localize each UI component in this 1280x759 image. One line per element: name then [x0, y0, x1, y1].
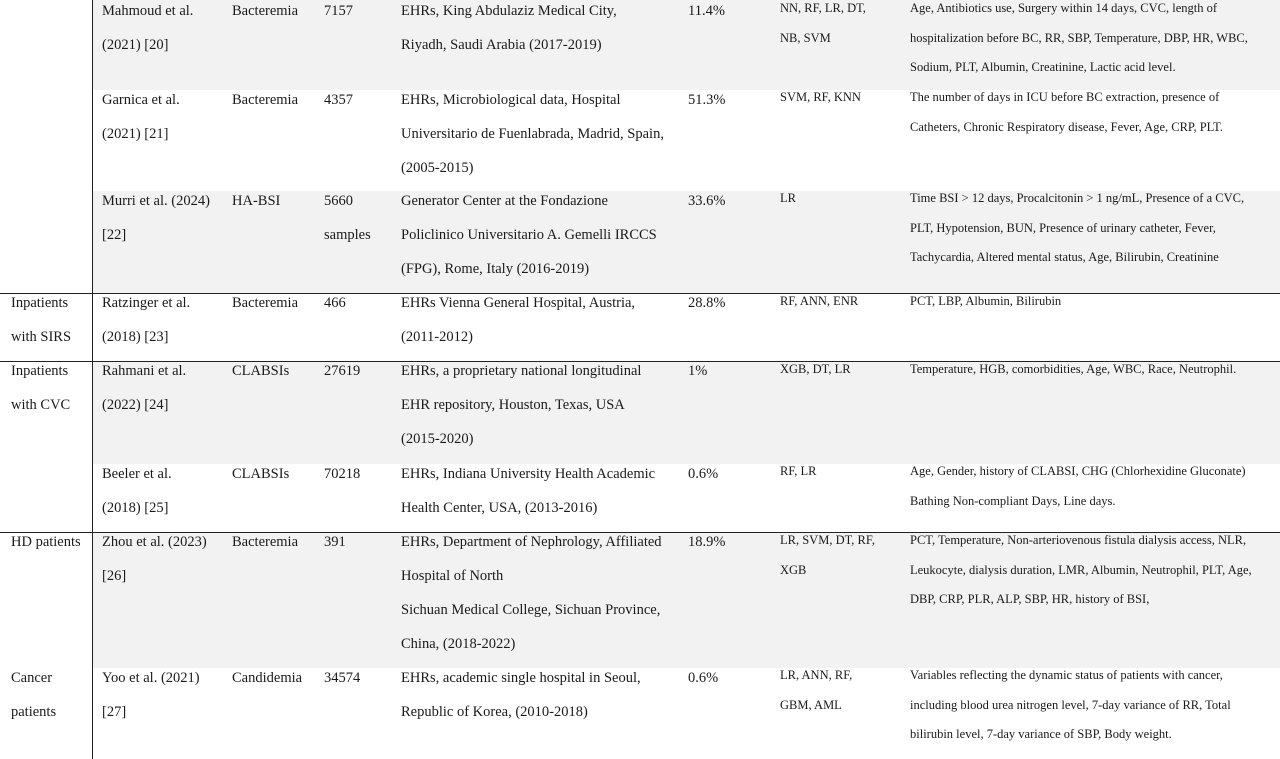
study-cell: Rahmani et al. (2022) [24]	[102, 363, 187, 413]
sample-size-cell: 4357	[324, 92, 353, 108]
models-cell: LR, SVM, DT, RF, XGB	[780, 533, 875, 577]
models-cell: NN, RF, LR, DT, NB, SVM	[780, 1, 866, 45]
table-row	[0, 0, 1280, 90]
patient-group-cell: HD patients	[11, 534, 81, 550]
prevalence-cell: 1%	[688, 363, 708, 379]
patient-group-cell: Inpatients with CVC	[11, 363, 71, 413]
infection-type-cell: Bacteremia	[232, 534, 299, 550]
table-row	[0, 294, 1280, 361]
data-source-cell: EHRs, King Abdulaziz Medical City, Riyadh, Saudi Arabia (2017-2019)	[401, 3, 617, 53]
prevalence-cell: 18.9%	[688, 534, 726, 550]
sample-size-cell: 466	[324, 295, 346, 311]
prevalence-cell: 28.8%	[688, 295, 726, 311]
sample-size-cell: 27619	[324, 363, 361, 379]
models-cell: LR	[780, 191, 796, 205]
infection-type-cell: Bacteremia	[232, 92, 299, 108]
table-row	[0, 464, 1280, 532]
models-cell: RF, LR	[780, 464, 817, 478]
models-cell: SVM, RF, KNN	[780, 90, 861, 104]
study-cell: Murri et al. (2024) [22]	[102, 193, 210, 243]
table-row	[0, 362, 1280, 464]
models-cell: XGB, DT, LR	[780, 362, 851, 376]
features-cell: PCT, Temperature, Non-arteriovenous fistula dialysis access, NLR, Leukocyte, dialysis duration, LMR, Albumin, Neutrophil, PLT, Age, DBP, CRP, PLR, ALP, SBP, HR, history of BSI,	[910, 533, 1252, 606]
prevalence-cell: 11.4%	[688, 3, 725, 19]
data-source-cell: EHRs, Department of Nephrology, Affiliated Hospital of North Sichuan Medical College, Sichuan Province, China, (2018-2022)	[401, 534, 662, 652]
features-cell: Age, Gender, history of CLABSI, CHG (Chlorhexidine Gluconate) Bathing Non-compliant Days, Line days.	[910, 464, 1246, 508]
infection-type-cell: CLABSIs	[232, 363, 290, 379]
table-row	[0, 191, 1280, 293]
data-source-cell: EHRs, Microbiological data, Hospital Universitario de Fuenlabrada, Madrid, Spain, (2005-2015)	[401, 92, 664, 176]
study-cell: Ratzinger et al. (2018) [23]	[102, 295, 191, 345]
data-source-cell: EHRs Vienna General Hospital, Austria, (2011-2012)	[401, 295, 636, 345]
prevalence-cell: 51.3%	[688, 92, 726, 108]
sample-size-cell: 5660 samples	[324, 193, 371, 243]
infection-type-cell: HA-BSI	[232, 193, 281, 209]
data-source-cell: EHRs, a proprietary national longitudinal EHR repository, Houston, Texas, USA (2015-2020)	[401, 363, 642, 447]
features-cell: PCT, LBP, Albumin, Bilirubin	[910, 294, 1062, 308]
models-cell: RF, ANN, ENR	[780, 294, 859, 308]
infection-type-cell: Bacteremia	[232, 295, 299, 311]
study-cell: Mahmoud et al. (2021) [20]	[102, 3, 194, 53]
data-source-cell: EHRs, academic single hospital in Seoul, Republic of Korea, (2010-2018)	[401, 670, 641, 720]
sample-size-cell: 7157	[324, 3, 353, 19]
features-cell: Variables reflecting the dynamic status of patients with cancer, including blood urea nitrogen level, 7-day variance of RR, Total bilirubin level, 7-day variance of SBP, Body weight.	[910, 668, 1231, 741]
sample-size-cell: 391	[324, 534, 346, 550]
study-cell: Zhou et al. (2023) [26]	[102, 534, 207, 584]
study-cell: Garnica et al. (2021) [21]	[102, 92, 180, 142]
infection-type-cell: CLABSIs	[232, 466, 290, 482]
features-cell: The number of days in ICU before BC extraction, presence of Catheters, Chronic Respiratory disease, Fever, Age, CRP, PLT.	[910, 90, 1224, 134]
features-cell: Temperature, HGB, comorbidities, Age, WBC, Race, Neutrophil.	[910, 362, 1237, 376]
data-source-cell: EHRs, Indiana University Health Academic Health Center, USA, (2013-2016)	[401, 466, 656, 516]
table-row	[0, 90, 1280, 191]
column-divider	[92, 0, 93, 759]
table-row	[0, 533, 1280, 668]
data-source-cell: Generator Center at the Fondazione Policlinico Universitario A. Gemelli IRCCS (FPG), Rome, Italy (2016-2019)	[401, 193, 657, 277]
infection-type-cell: Bacteremia	[232, 3, 299, 19]
models-cell: LR, ANN, RF, GBM, AML	[780, 668, 853, 712]
patient-group-cell: Cancer patients	[11, 670, 57, 720]
patient-group-cell: Inpatients with SIRS	[11, 295, 72, 345]
features-cell: Time BSI > 12 days, Procalcitonin > 1 ng/mL, Presence of a CVC, PLT, Hypotension, BUN, Presence of urinary catheter, Fever, Tachycardia, Altered mental status, Age, Bilirubin, Creatinine	[910, 191, 1245, 264]
features-cell: Age, Antibiotics use, Surgery within 14 days, CVC, length of hospitalization before BC, RR, SBP, Temperature, DBP, HR, WBC, Sodium, PLT, Albumin, Creatinine, Lactic acid level.	[910, 1, 1248, 74]
sample-size-cell: 34574	[324, 670, 361, 686]
table-row	[0, 668, 1280, 759]
infection-type-cell: Candidemia	[232, 670, 303, 686]
prevalence-cell: 0.6%	[688, 466, 719, 482]
prevalence-cell: 33.6%	[688, 193, 726, 209]
sample-size-cell: 70218	[324, 466, 361, 482]
prevalence-cell: 0.6%	[688, 670, 719, 686]
study-cell: Yoo et al. (2021) [27]	[102, 670, 200, 720]
study-cell: Beeler et al. (2018) [25]	[102, 466, 172, 516]
